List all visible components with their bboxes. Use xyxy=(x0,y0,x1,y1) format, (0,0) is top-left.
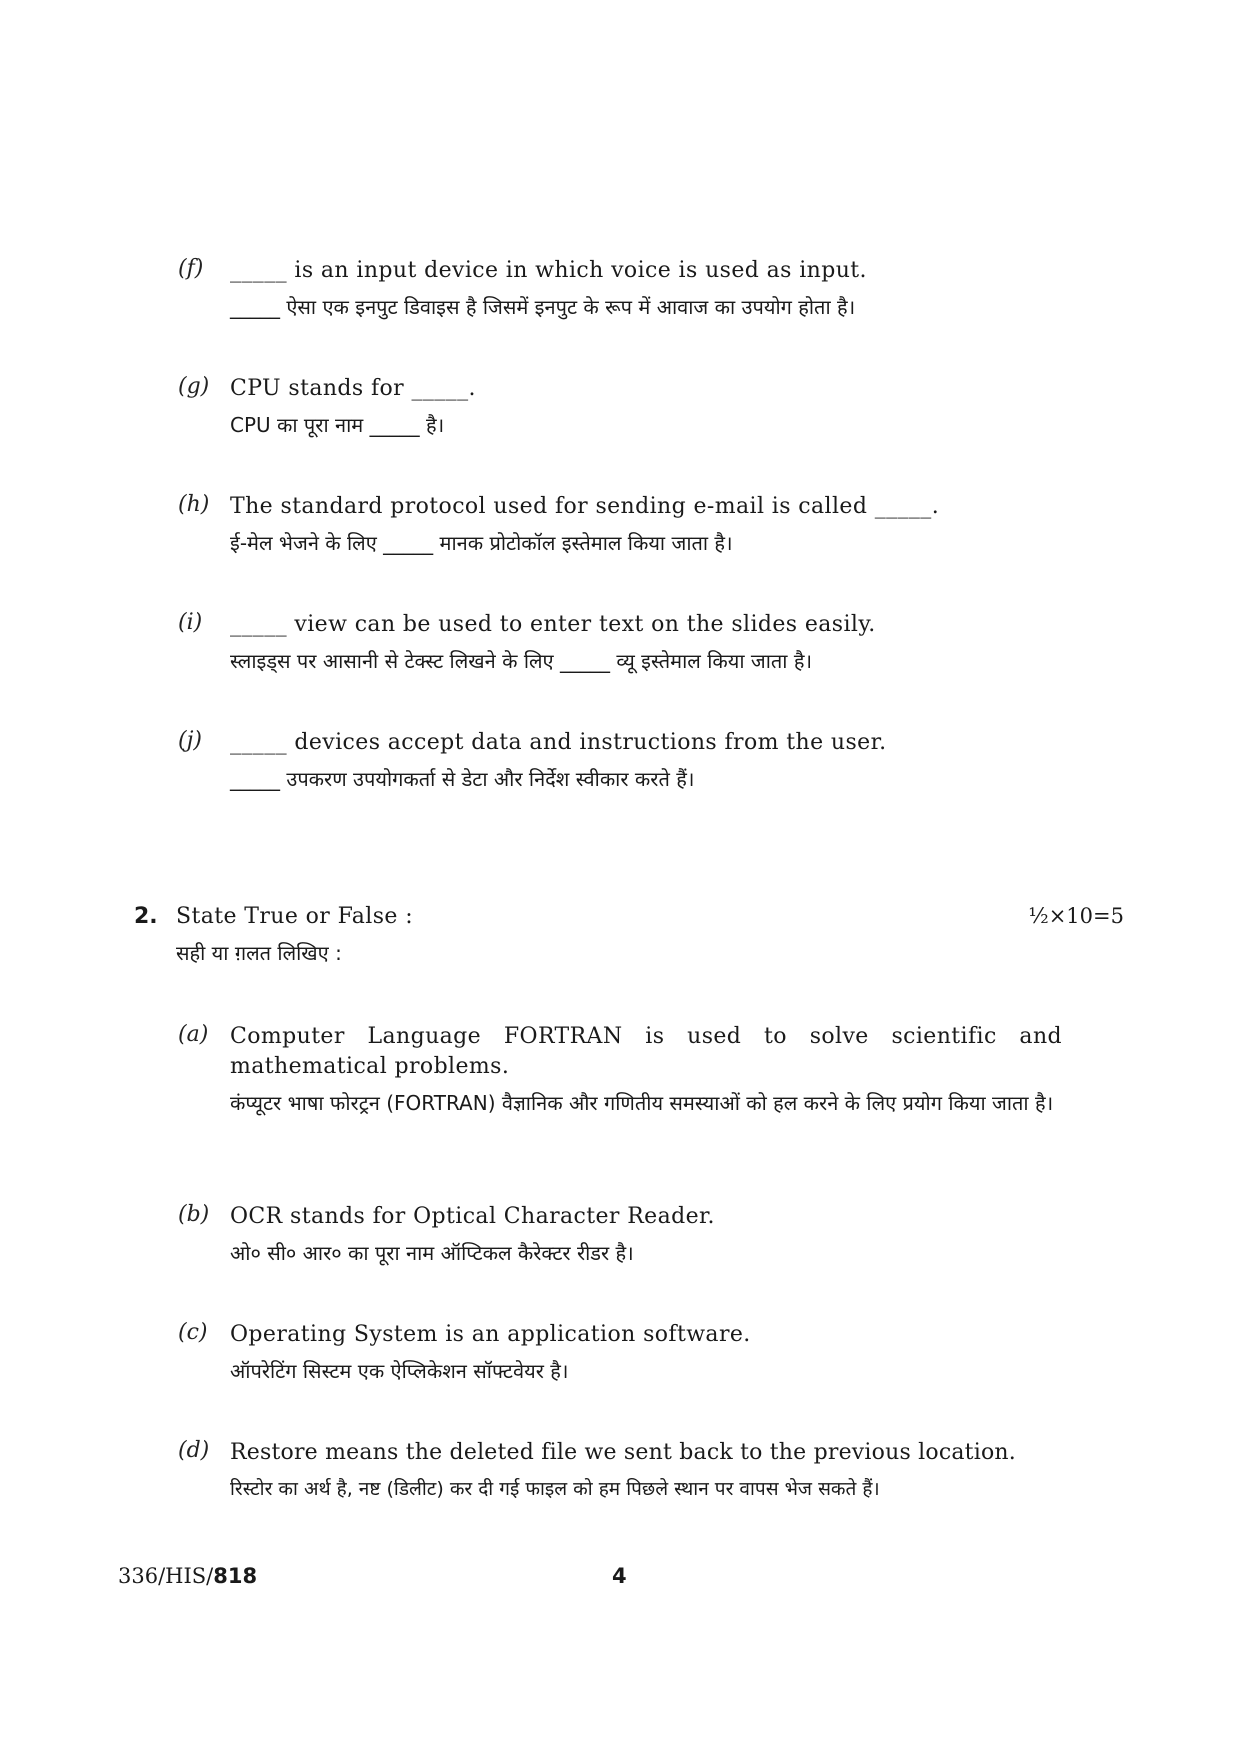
item-text-english: The standard protocol used for sending e-mail is called _____. xyxy=(230,494,940,519)
question-marks: ½×10=5 xyxy=(1028,904,1124,928)
item-label: (j) xyxy=(178,728,202,753)
item-text-hindi: ओ० सी० आर० का पूरा नाम ऑप्टिकल कैरेक्टर रीडर है। xyxy=(230,1241,634,1265)
item-text-english: _____ is an input device in which voice is used as input. xyxy=(230,258,867,283)
item-text-hindi: CPU का पूरा नाम _____ है। xyxy=(230,413,445,437)
item-text-english: Operating System is an application software. xyxy=(230,1322,751,1347)
question-number: 2. xyxy=(134,904,158,929)
paper-code-number: 818 xyxy=(213,1564,258,1588)
item-text-hindi: रिस्टोर का अर्थ है, नष्ट (डिलीट) कर दी गई फाइल को हम पिछले स्थान पर वापस भेज सकते हैं। xyxy=(230,1478,880,1500)
item-label: (f) xyxy=(178,256,204,281)
item-text-english: _____ devices accept data and instructions from the user. xyxy=(230,730,887,755)
item-text-hindi: _____ उपकरण उपयोगकर्ता से डेटा और निर्देश स्वीकार करते हैं। xyxy=(230,767,695,791)
item-text-hindi: स्लाइड्स पर आसानी से टेक्स्ट लिखने के लिए _____ व्यू इस्तेमाल किया जाता है। xyxy=(230,649,813,673)
question-title-hindi: सही या ग़लत लिखिए : xyxy=(176,941,342,965)
item-text-hindi: कंप्यूटर भाषा फोरट्रन (FORTRAN) वैज्ञानिक और गणितीय समस्याओं को हल करने के लिए प्रयोग किया जाता है। xyxy=(230,1091,1054,1115)
item-label: (h) xyxy=(178,492,210,517)
paper-code xyxy=(118,1564,257,1588)
item-text-english: Restore means the deleted file we sent back to the previous location. xyxy=(230,1440,1016,1465)
item-label: (c) xyxy=(178,1320,208,1345)
item-text-english: CPU stands for _____. xyxy=(230,376,476,401)
item-text-hindi: ऑपरेटिंग सिस्टम एक ऐप्लिकेशन सॉफ्टवेयर है। xyxy=(230,1359,569,1383)
item-text-english: OCR stands for Optical Character Reader. xyxy=(230,1204,715,1229)
item-text-hindi: _____ ऐसा एक इनपुट डिवाइस है जिसमें इनपुट के रूप में आवाज का उपयोग होता है। xyxy=(230,295,856,319)
question-title xyxy=(176,902,413,968)
item-text-hindi: ई-मेल भेजने के लिए _____ मानक प्रोटोकॉल इस्तेमाल किया जाता है। xyxy=(230,531,733,555)
item-text-english: Computer Language FORTRAN is used to solve scientific and mathematical problems. xyxy=(230,1024,1062,1079)
item-label: (a) xyxy=(178,1022,209,1047)
item-text-english: _____ view can be used to enter text on the slides easily. xyxy=(230,612,876,637)
item-label: (g) xyxy=(178,374,210,399)
page-number: 4 xyxy=(612,1564,627,1588)
item-label: (d) xyxy=(178,1438,210,1463)
item-label: (b) xyxy=(178,1202,210,1227)
question-title-english: State True or False : xyxy=(176,904,414,929)
paper-code-prefix: 336/HIS/ xyxy=(118,1564,214,1588)
item-label: (i) xyxy=(178,610,203,635)
